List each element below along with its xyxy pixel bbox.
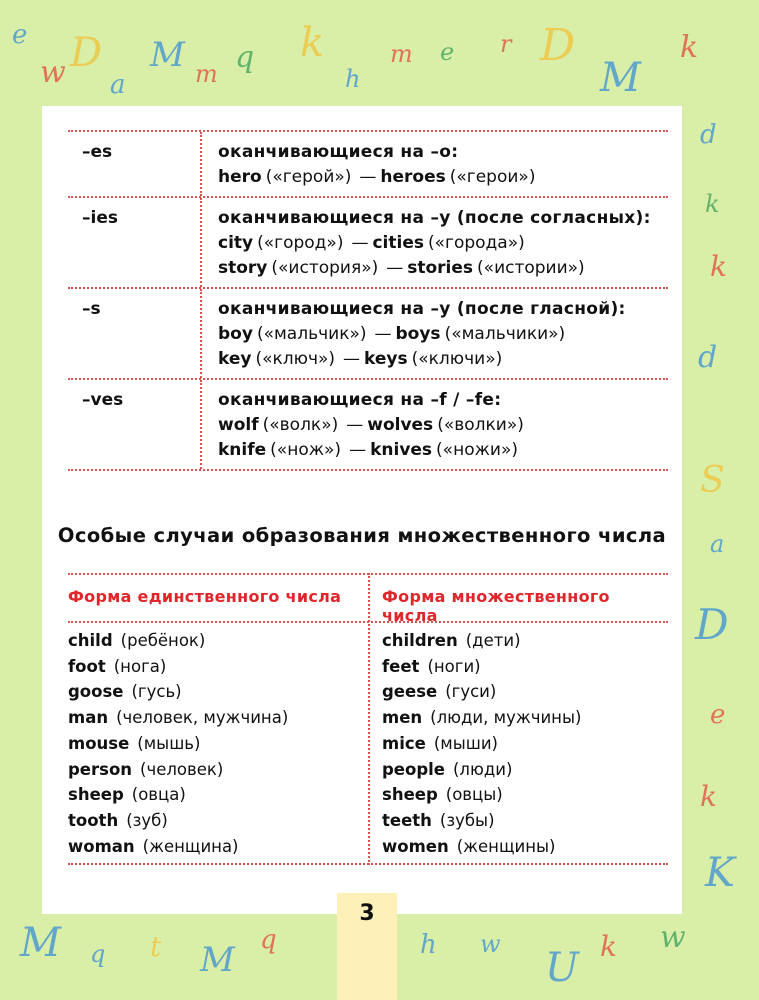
- list-item: geese (гуси): [382, 682, 497, 702]
- suffix-row-es: [68, 130, 668, 196]
- example-line: hero («герой») — heroes («герои»): [218, 167, 536, 187]
- list-item: person (человек): [68, 759, 224, 779]
- list-item: men (люди, мужчины): [382, 708, 582, 728]
- list-item: foot (нога): [68, 656, 167, 676]
- suffix-label: –ves: [68, 380, 202, 469]
- list-item: teeth (зубы): [382, 810, 495, 830]
- rule-text: оканчивающиеся на –y (после согласных):: [218, 208, 651, 228]
- example-line: key («ключ») — keys («ключи»): [218, 349, 503, 369]
- list-item: mice (мыши): [382, 733, 498, 753]
- singular-list: [68, 628, 288, 859]
- example-line: wolf («волк») — wolves («волки»): [218, 415, 524, 435]
- list-item: woman (женщина): [68, 836, 239, 856]
- example-line: city («город») — cities («города»): [218, 233, 525, 253]
- list-item: women (женщины): [382, 836, 556, 856]
- suffix-row-s: [68, 287, 668, 378]
- suffix-body: [202, 380, 528, 469]
- list-item: people (люди): [382, 759, 513, 779]
- suffix-label: –ies: [68, 198, 202, 287]
- suffix-row-ves: [68, 378, 668, 471]
- list-item: mouse (мышь): [68, 733, 201, 753]
- plural-column-header: Форма множественного числа: [382, 587, 610, 625]
- page-number: 3: [359, 901, 375, 926]
- rule-text: оканчивающиеся на –f / –fe:: [218, 390, 502, 410]
- suffix-body: [202, 132, 539, 196]
- list-item: goose (гусь): [68, 682, 182, 702]
- decorative-letters-background: e w D a M m q k h m e r D M k d k k d S a D e k K M q t M q h w U k w: [12, 20, 735, 991]
- example-line: story («история») — stories («истории»): [218, 258, 585, 278]
- rule-text: оканчивающиеся на –y (после гласной):: [218, 299, 626, 319]
- rule-text: оканчивающиеся на –o:: [218, 142, 459, 162]
- example-line: boy («мальчик») — boys («мальчики»): [218, 324, 566, 344]
- suffix-label: –s: [68, 289, 202, 378]
- list-item: feet (ноги): [382, 656, 481, 676]
- example-line: knife («нож») — knives («ножи»): [218, 440, 518, 460]
- list-item: child (ребёнок): [68, 631, 206, 650]
- list-item: sheep (овца): [68, 785, 186, 805]
- list-item: sheep (овцы): [382, 785, 503, 805]
- list-item: tooth (зуб): [68, 810, 168, 830]
- special-forms-table: [68, 573, 668, 865]
- list-item: man (человек, мужчина): [68, 708, 289, 728]
- suffix-body: [202, 198, 651, 287]
- section-heading: Особые случаи образования множественного числа: [57, 524, 667, 547]
- list-item: children (дети): [382, 631, 521, 650]
- suffix-rules-table: [68, 130, 668, 471]
- singular-column-header: Форма единственного числа: [68, 587, 342, 606]
- plural-list: [382, 628, 581, 859]
- content-card: [42, 106, 682, 914]
- suffix-row-ies: [68, 196, 668, 287]
- page-number-tab: [337, 893, 397, 1000]
- suffix-body: [202, 289, 626, 378]
- suffix-label: –es: [68, 132, 202, 196]
